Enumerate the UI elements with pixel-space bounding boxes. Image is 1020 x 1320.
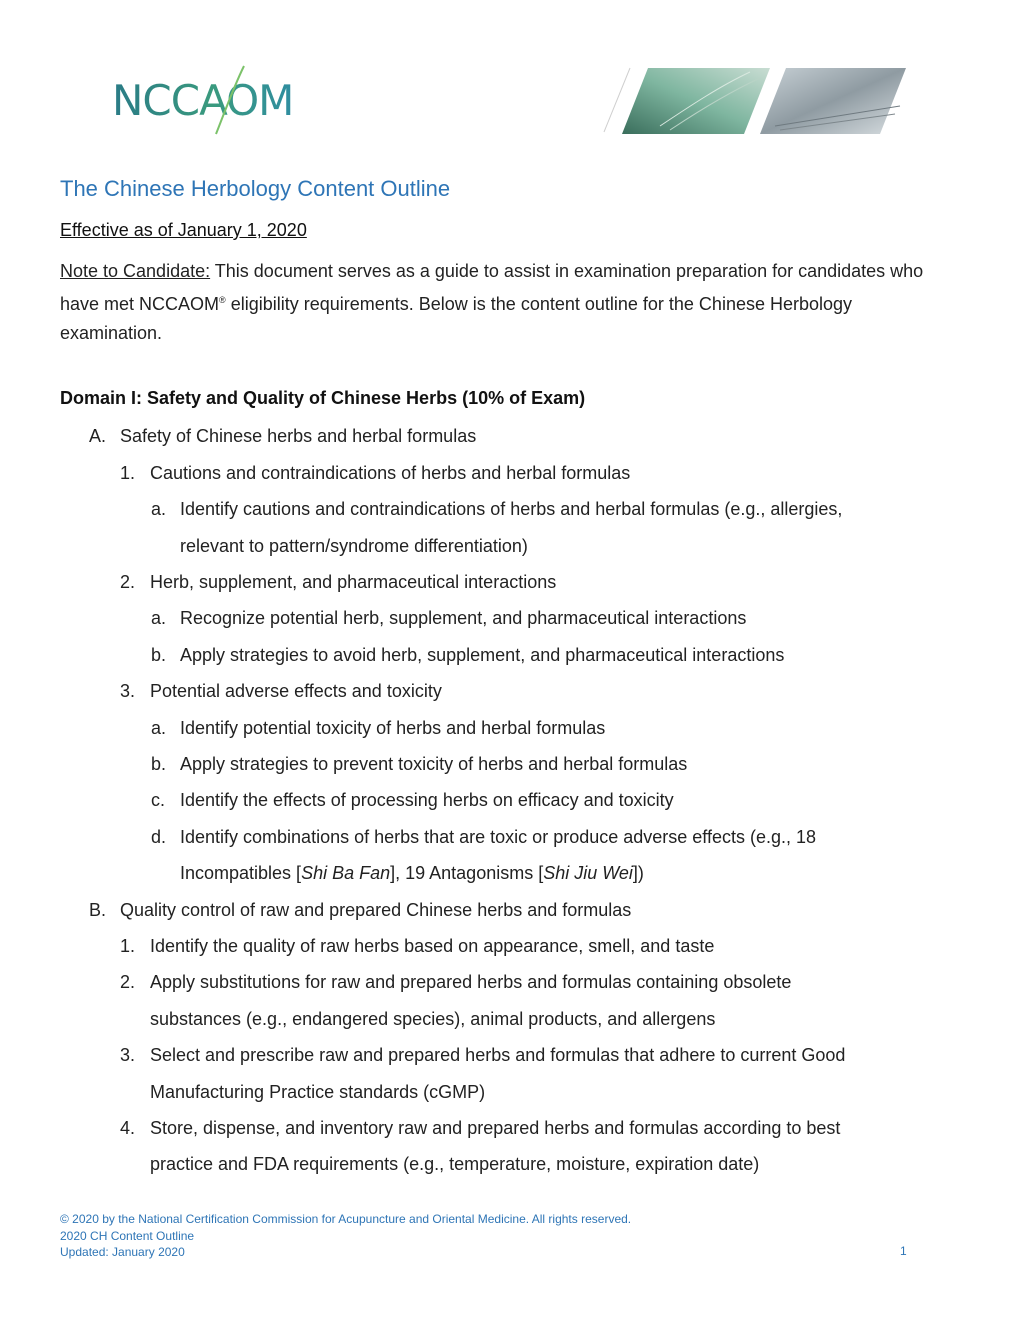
outline-marker: 4. [120,1118,136,1138]
effective-date: Effective as of January 1, 2020 [60,220,307,240]
outline-marker: 2. [120,572,136,592]
outline-text: Cautions and contraindications of herbs and herbal formulas [150,463,631,483]
outline-marker: c. [151,790,166,810]
outline-text [180,855,644,891]
outline-text: Safety of Chinese herbs and herbal formulas [120,426,477,446]
outline-text: relevant to pattern/syndrome differentiation) [180,536,528,556]
outline-text-part: Incompatibles [ [180,863,302,883]
outline-marker: 1. [120,936,136,956]
footer-copyright: © 2020 by the National Certification Commission for Acupuncture and Oriental Medicine. All rights reserved. [60,1212,632,1226]
outline-marker: a. [151,499,167,519]
outline-text-italic: Shi Jiu Wei [543,863,633,883]
outline-text: substances (e.g., endangered species), animal products, and allergens [150,1009,716,1029]
outline-text-part: ]) [632,863,644,883]
page-footer [60,1211,631,1261]
outline-text: Manufacturing Practice standards (cGMP) [150,1082,486,1102]
registered-mark: ® [219,295,226,305]
domain-heading: Domain I: Safety and Quality of Chinese Herbs (10% of Exam) [60,388,586,408]
outline-marker: 2. [120,972,136,992]
outline-text: Identify potential toxicity of herbs and herbal formulas [180,718,606,738]
outline-text: Quality control of raw and prepared Chinese herbs and formulas [120,900,632,920]
outline-marker: 1. [120,463,136,483]
outline-text-italic: Shi Ba Fan [301,863,391,883]
logo-slash-icon [112,64,327,136]
outline-text: Store, dispense, and inventory raw and prepared herbs and formulas according to best [150,1118,841,1138]
logo-text: NCCAOM [112,76,294,125]
outline-marker: A. [89,426,107,446]
note-text-before: This document serves as a guide to assist in examination preparation for candidates who have met NCCAOM [60,261,924,314]
footer-updated: Updated: January 2020 [60,1245,185,1259]
outline-text: Identify the effects of processing herbs on efficacy and toxicity [180,790,674,810]
outline-text: Apply substitutions for raw and prepared herbs and formulas containing obsolete [150,972,792,992]
outline-marker: d. [151,827,167,847]
outline-marker: b. [151,754,167,774]
outline-text: Select and prescribe raw and prepared herbs and formulas that adhere to current Good [150,1045,846,1065]
footer-document-name: 2020 CH Content Outline [60,1228,195,1243]
outline-text: Identify cautions and contraindications of herbs and herbal formulas (e.g., allergies, [180,499,843,519]
outline-text: Apply strategies to prevent toxicity of herbs and herbal formulas [180,754,688,774]
outline-text: Apply strategies to avoid herb, supplement, and pharmaceutical interactions [180,645,785,665]
outline-marker: B. [89,900,107,920]
outline-text: Identify the quality of raw herbs based on appearance, smell, and taste [150,936,715,956]
outline-text: Herb, supplement, and pharmaceutical interactions [150,572,557,592]
outline-text: Recognize potential herb, supplement, and pharmaceutical interactions [180,608,747,628]
page-number: 1 [900,1244,907,1258]
outline-marker: 3. [120,681,136,701]
outline-text-part: ], 19 Antagonisms [ [390,863,544,883]
note-text-after: eligibility requirements. Below is the content outline for the Chinese Herbology examination. [60,294,853,343]
nccaom-logo [112,64,327,136]
outline-marker: a. [151,718,167,738]
header-banner-image [600,66,910,134]
note-label: Note to Candidate: [60,261,211,281]
note-to-candidate [60,257,940,348]
outline-text: Identify combinations of herbs that are toxic or produce adverse effects (e.g., 18 [180,827,817,847]
outline-marker: 3. [120,1045,136,1065]
outline-marker: b. [151,645,167,665]
outline-text: Potential adverse effects and toxicity [150,681,442,701]
page-title: The Chinese Herbology Content Outline [60,176,451,201]
outline-marker: a. [151,608,167,628]
outline-text: practice and FDA requirements (e.g., temperature, moisture, expiration date) [150,1154,760,1174]
